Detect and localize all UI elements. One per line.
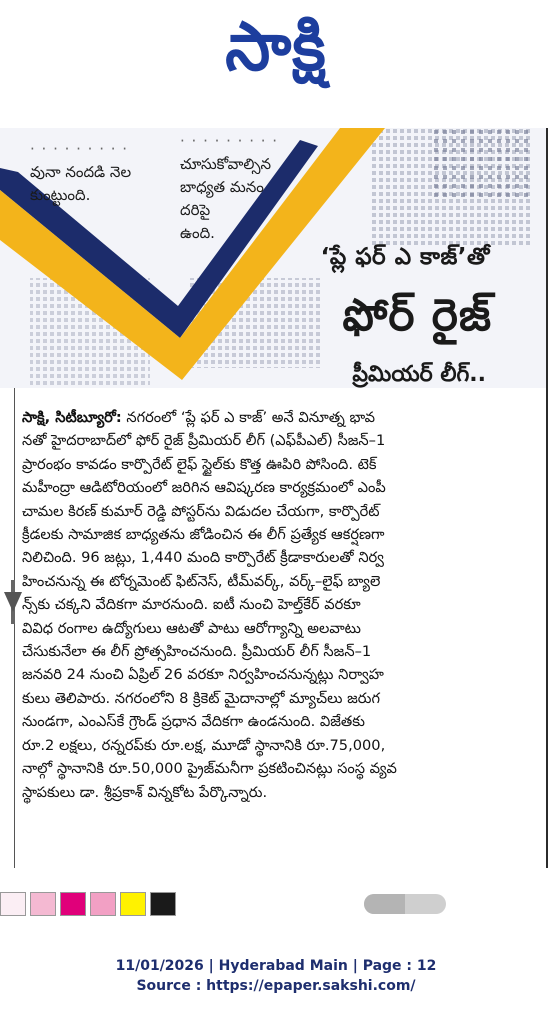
article-line: కులు తెలిపారు. నగరంలోని 8 క్రికెట్ మైదానాల్లో మ్యాచ్‌లు జరుగ — [22, 689, 380, 707]
headline-sub: ప్రీమియర్ లీగ్.. — [352, 362, 486, 387]
column-line: వునా నందడి నెల — [30, 163, 132, 181]
prev-article-column-right — [180, 130, 278, 245]
article-line: క్రీడలకు సామాజిక బాధ్యతను జోడించిన ఈ లీగ్ ప్రత్యేక ఆకర్షణగా — [22, 526, 385, 544]
article-line: సాక్షి, సిటీబ్యూరో: నగరంలో ‘ప్లే ఫర్ ఎ కాజ్’ అనే వినూత్న భావ — [22, 409, 376, 426]
article-line: ప్రారంభం కావడం కార్పొరేట్ లైఫ్ స్టైల్‌కు కొత్త ఊపిరి పోసింది. టెక్ — [22, 455, 377, 473]
color-swatch — [90, 892, 116, 916]
clipping-border-right — [546, 128, 548, 868]
gray-registration-mark — [364, 894, 446, 914]
color-swatch — [150, 892, 176, 916]
color-swatch — [30, 892, 56, 916]
color-swatch — [60, 892, 86, 916]
column-line: కుంట్టుంది. — [30, 186, 91, 204]
masthead — [0, 0, 552, 110]
article-line: హించనున్న ఈ టోర్నమెంట్ ఫిట్‌నెస్, టీమ్‌వర్క్, వర్క్–లైఫ్ బ్యాలె — [22, 572, 381, 590]
article-line: నిలిచింది. 96 జట్లు, 1,440 మంది కార్పొరేట్ క్రీడాకారులతో నిర్వ — [22, 549, 384, 567]
edition-info: 11/01/2026 | Hyderabad Main | Page : 12 — [115, 958, 437, 974]
clipping-border-left — [14, 388, 15, 868]
color-registration-bar — [0, 892, 176, 916]
column-line: ఉంది. — [180, 224, 215, 242]
article-line: మహీంద్రా ఆడిటోరియంలో జరిగిన ఆవిష్కరణ కార్యక్రమంలో ఎంపీ — [22, 479, 386, 497]
article-line: జనవరి 24 నుంచి ఏప్రిల్ 26 వరకూ నిర్వహించనున్నట్లు నిర్వాహ — [22, 666, 384, 684]
headline-kicker: ‘ప్లే ఫర్ ఎ కాజ్’తో — [320, 244, 490, 270]
column-line: దరిపై — [180, 201, 211, 219]
column-line: చూసుకోవాల్సిన — [180, 155, 272, 173]
color-swatch — [120, 892, 146, 916]
article-line: నతో హైదరాబాద్‌లో ఫోర్ రైజ్ ప్రీమియర్ లీగ్ (ఎఫ్‌పీఎల్) సీజన్–1 — [22, 432, 386, 450]
article-line: నాల్గో స్థానానికి రూ.50,000 ప్రైజ్‌మనీగా ప్రకటించినట్లు సంస్థ వ్యవ — [22, 760, 397, 778]
headline-main: ఫోర్ రైజ్ — [342, 290, 492, 341]
article-line: నుండగా, ఎంఎస్‌కే గ్రౌండ్ ప్రధాన వేదికగా ఉండనుంది. విజేతకు — [22, 713, 365, 731]
cut-text-right: · · · · · · · · · — [180, 132, 279, 150]
article-line: చేసుకునేలా ఈ లీగ్ ప్రోత్సహించనుంది. ప్రీమియర్ లీగ్ సీజన్–1 — [22, 643, 372, 661]
article-body — [22, 406, 542, 804]
newspaper-logo: సాక్షి — [225, 8, 327, 86]
dateline: సాక్షి, సిటీబ్యూరో: — [22, 409, 122, 426]
article-line: రూ.2 లక్షలు, రన్నరప్‌కు రూ.లక్ష, మూడో స్థానానికి రూ.75,000, — [22, 736, 386, 754]
article-line: న్స్‌కు చక్కని వేదికగా మారనుంది. ఐటీ నుంచి హెల్త్‌కేర్ వరకూ — [22, 596, 361, 614]
source-link[interactable]: Source : https://epaper.sakshi.com/ — [136, 978, 416, 994]
article-line: చామల కిరణ్ కుమార్ రెడ్డి పోస్టర్‌ను విడుదల చేయగా, కార్పొరేట్ — [22, 502, 380, 520]
prev-article-column-left — [30, 138, 131, 207]
cut-text-left: · · · · · · · · · — [30, 140, 129, 158]
down-arrow-icon — [4, 592, 22, 612]
page-footer — [0, 956, 552, 996]
color-swatch — [0, 892, 26, 916]
article-line: వివిధ రంగాల ఉద్యోగులు ఆటతో పాటు ఆరోగ్యాన్ని అలవాటు — [22, 619, 361, 637]
column-line: బాధ్యత మనం — [180, 178, 264, 196]
article-line: స్థాపకులు డా. శ్రీప్రకాశ్ విన్నకోట పేర్కొన్నారు. — [22, 783, 268, 801]
